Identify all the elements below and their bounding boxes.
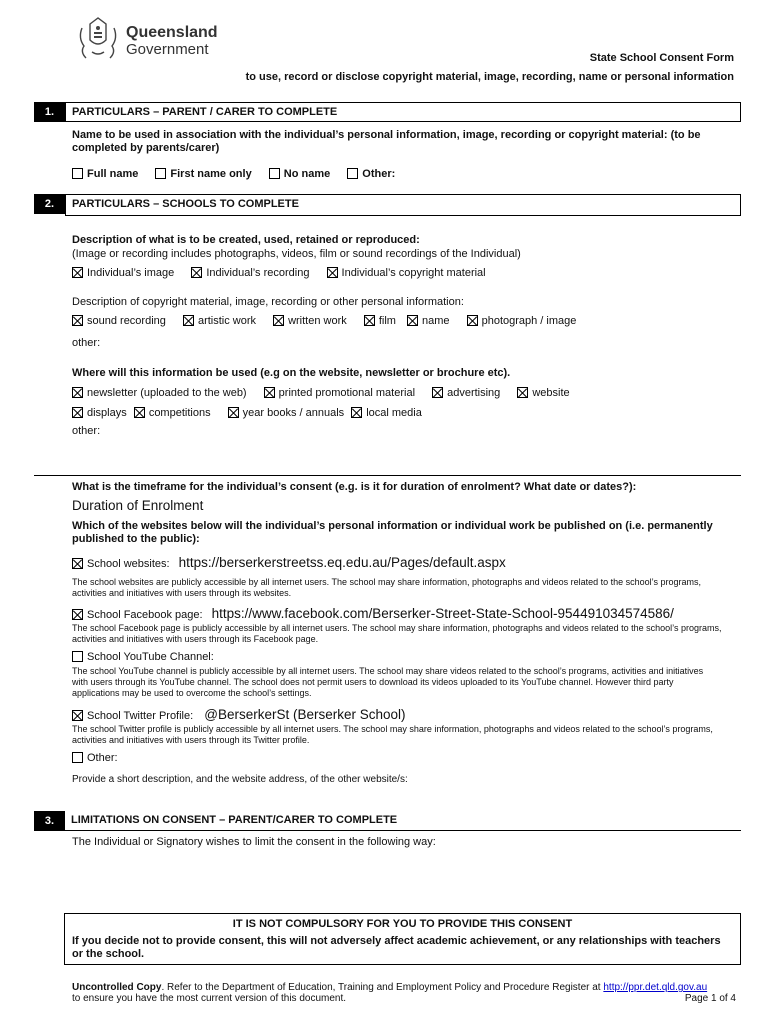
option-newsletter[interactable]: newsletter (uploaded to the web): [72, 387, 247, 399]
checkbox-other[interactable]: [347, 168, 358, 179]
notice-box: [64, 913, 741, 965]
where-heading: Where will this information be used (e.g on the website, newsletter or brochure etc).: [72, 367, 511, 379]
option-printed-promotional[interactable]: printed promotional material: [264, 387, 415, 399]
option-no-name[interactable]: No name: [269, 168, 330, 180]
checkbox-other-website[interactable]: [72, 752, 83, 763]
checkbox-sound-recording[interactable]: [72, 315, 83, 326]
notice-text: If you decide not to provide consent, this will not adversely affect academic achievement, or any relationships with teachers or the school.: [72, 935, 721, 960]
checkbox-no-name[interactable]: [269, 168, 280, 179]
checkbox-website[interactable]: [517, 387, 528, 398]
created-items: [72, 267, 500, 279]
section-1-title: PARTICULARS – PARENT / CARER TO COMPLETE: [65, 102, 741, 122]
checkbox-year-books[interactable]: [228, 407, 239, 418]
option-website[interactable]: website: [517, 387, 569, 399]
checkbox-written-work[interactable]: [273, 315, 284, 326]
option-displays[interactable]: displays: [72, 407, 127, 419]
facebook-option[interactable]: School Facebook page: https://www.facebook.com/Berserker-Street-State-School-954491034574586/: [72, 606, 674, 621]
option-individual-recording[interactable]: Individual’s recording: [191, 267, 309, 279]
other-website-note: Provide a short description, and the website address, of the other website/s:: [72, 774, 408, 785]
section-3-text: The Individual or Signatory wishes to limit the consent in the following way:: [72, 836, 436, 848]
option-local-media[interactable]: local media: [351, 407, 422, 419]
option-name[interactable]: name: [407, 315, 450, 327]
description-subheading: (Image or recording includes photographs, videos, film or sound recordings of the Individual): [72, 248, 521, 260]
option-artistic-work[interactable]: artistic work: [183, 315, 256, 327]
option-individual-copyright[interactable]: Individual’s copyright material: [327, 267, 486, 279]
youtube-note: The school YouTube channel is publicly accessible by all internet users. The school may share videos related to the school’s programs, activities and initiatives with users through its YouTube channel. The school does not permit users to download its videos uploaded to its YouTube channel. However third party applications may be used to overcome the school’s settings.: [72, 666, 704, 698]
option-advertising[interactable]: advertising: [432, 387, 500, 399]
checkbox-advertising[interactable]: [432, 387, 443, 398]
option-photograph-image[interactable]: photograph / image: [467, 315, 577, 327]
school-websites-option[interactable]: School websites: https://berserkerstreetss.eq.edu.au/Pages/default.aspx: [72, 555, 506, 570]
option-first-name-only[interactable]: First name only: [155, 168, 251, 180]
checkbox-competitions[interactable]: [134, 407, 145, 418]
facebook-note: The school Facebook page is publicly accessible by all internet users. The school may share information, photographs and videos related to the school’s programs, activities and initiatives with users through its Facebook page.: [72, 623, 722, 644]
school-websites-value[interactable]: https://berserkerstreetss.eq.edu.au/Pages/default.aspx: [178, 555, 506, 570]
queensland-government-logo: [74, 14, 224, 64]
option-sound-recording[interactable]: sound recording: [72, 315, 166, 327]
where-items-row-2: [72, 407, 436, 419]
where-items-row-1: [72, 387, 584, 399]
option-competitions[interactable]: competitions: [134, 407, 211, 419]
checkbox-individual-copyright[interactable]: [327, 267, 338, 278]
checkbox-individual-image[interactable]: [72, 267, 83, 278]
option-other[interactable]: Other:: [347, 168, 395, 180]
timeframe-heading: What is the timeframe for the individual’s consent (e.g. is it for duration of enrolment? What date or dates?):: [72, 481, 637, 493]
checkbox-printed-promotional[interactable]: [264, 387, 275, 398]
websites-heading: Which of the websites below will the individual’s personal information or individual work be published on (i.e. permanently published to the public):: [72, 520, 713, 545]
option-full-name[interactable]: Full name: [72, 168, 138, 180]
twitter-option[interactable]: School Twitter Profile: @BerserkerSt (Berserker School): [72, 707, 406, 722]
school-websites-note: The school websites are publicly accessible by all internet users. The school may share information, photographs and videos related to the school’s programs, activities and initiatives with users through its websites.: [72, 577, 702, 598]
notice-title: IT IS NOT COMPULSORY FOR YOU TO PROVIDE THIS CONSENT: [232, 918, 573, 930]
logo-queensland: Queensland: [126, 24, 218, 41]
checkbox-displays[interactable]: [72, 407, 83, 418]
logo-government: Government: [126, 41, 209, 58]
option-year-books[interactable]: year books / annuals: [228, 407, 345, 419]
checkbox-artistic-work[interactable]: [183, 315, 194, 326]
checkbox-twitter[interactable]: [72, 710, 83, 721]
checkbox-local-media[interactable]: [351, 407, 362, 418]
checkbox-newsletter[interactable]: [72, 387, 83, 398]
description-heading: Description of what is to be created, used, retained or reproduced:: [72, 234, 420, 246]
footer-uncontrolled: Uncontrolled Copy: [72, 982, 162, 993]
form-subtitle: to use, record or disclose copyright material, image, recording, name or personal information: [245, 71, 734, 83]
checkbox-name[interactable]: [407, 315, 418, 326]
footer-line-2: to ensure you have the most current version of this document.: [72, 993, 347, 1004]
footer-line-1: [72, 982, 742, 993]
footer-text: . Refer to the Department of Education, Training and Employment Policy and Procedure Register at: [161, 982, 604, 993]
option-individual-image[interactable]: Individual’s image: [72, 267, 174, 279]
checkbox-full-name[interactable]: [72, 168, 83, 179]
other-website-option[interactable]: Other:: [72, 752, 118, 764]
twitter-note: The school Twitter profile is publicly accessible by all internet users. The school may share information, photographs and videos related to the school’s programs, activities and initiatives with users through its Twitter profile.: [72, 724, 713, 745]
timeframe-value[interactable]: Duration of Enrolment: [72, 498, 204, 513]
page-number: Page 1 of 4: [684, 993, 736, 1004]
option-written-work[interactable]: written work: [273, 315, 347, 327]
checkbox-facebook[interactable]: [72, 609, 83, 620]
divider: [34, 475, 741, 476]
copyright-heading: Description of copyright material, image, recording or other personal information:: [72, 296, 464, 308]
copyright-other-label: other:: [72, 337, 101, 349]
copyright-items: [72, 315, 590, 327]
section-2-number: 2.: [34, 194, 65, 214]
checkbox-film[interactable]: [364, 315, 375, 326]
form-title: State School Consent Form: [589, 52, 734, 64]
checkbox-school-websites[interactable]: [72, 558, 83, 569]
name-options: [72, 168, 409, 180]
section-3-title: LIMITATIONS ON CONSENT – PARENT/CARER TO COMPLETE: [65, 811, 741, 831]
option-film[interactable]: film: [364, 315, 396, 327]
youtube-option[interactable]: School YouTube Channel:: [72, 651, 214, 663]
checkbox-youtube[interactable]: [72, 651, 83, 662]
twitter-value[interactable]: @BerserkerSt (Berserker School): [204, 707, 406, 722]
section-3-number: 3.: [34, 811, 65, 831]
checkbox-individual-recording[interactable]: [191, 267, 202, 278]
footer-link[interactable]: http://ppr.det.qld.gov.au: [603, 982, 708, 993]
crest-icon: [74, 14, 122, 62]
section-2-title: PARTICULARS – SCHOOLS TO COMPLETE: [65, 194, 741, 216]
facebook-value[interactable]: https://www.facebook.com/Berserker-Street-State-School-954491034574586/: [211, 606, 674, 621]
section-1-question: Name to be used in association with the individual’s personal information, image, recording or copyright material: (to be completed by parents/carer): [72, 129, 701, 154]
checkbox-photograph-image[interactable]: [467, 315, 478, 326]
where-other-label: other:: [72, 425, 101, 437]
section-1-number: 1.: [34, 102, 65, 122]
checkbox-first-name-only[interactable]: [155, 168, 166, 179]
